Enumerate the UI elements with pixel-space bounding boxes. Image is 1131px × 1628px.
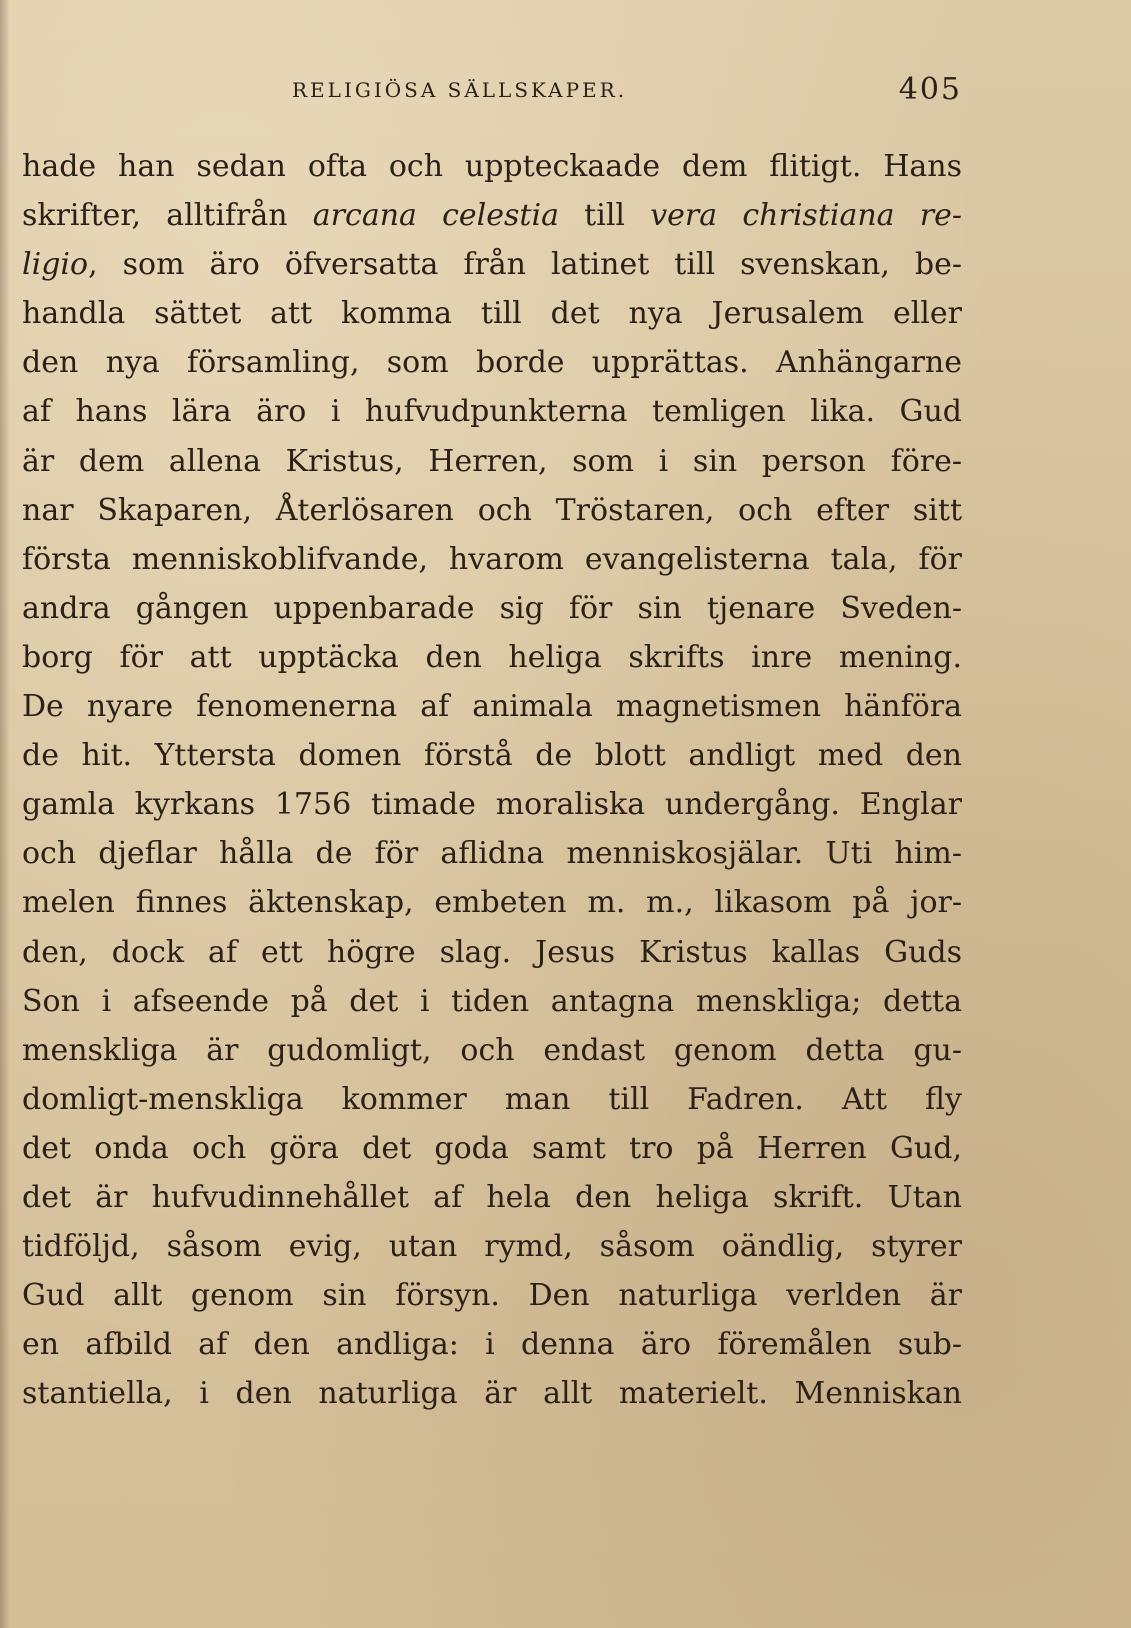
text-line (22, 584, 962, 633)
text-segment: domligt-menskliga kommer man till Fadren. Att fly (22, 1081, 962, 1117)
text-line (22, 633, 962, 682)
text-line (22, 1124, 962, 1173)
running-title: RELIGIÖSA SÄLLSKAPER. (292, 78, 628, 102)
text-line (22, 387, 962, 436)
text-segment: nar Skaparen, Återlösaren och Tröstaren, och efter sitt (22, 492, 962, 528)
text-segment: af hans lära äro i hufvudpunkterna temligen lika. Gud (22, 394, 962, 430)
text-segment: den, dock af ett högre slag. Jesus Kristus kallas Guds (22, 934, 962, 970)
text-segment: det är hufvudinnehållet af hela den heliga skrift. Utan (22, 1179, 962, 1215)
text-segment: första menniskoblifvande, hvarom evangelisterna tala, för (22, 541, 962, 577)
running-header (22, 72, 962, 114)
text-line (22, 928, 962, 977)
text-segment: den nya församling, som borde upprättas. Anhängarne (22, 345, 962, 381)
text-segment: borg för att upptäcka den heliga skrifts inre mening. (22, 639, 962, 675)
text-line (22, 437, 962, 486)
text-segment: Gud allt genom sin försyn. Den naturliga verlden är (22, 1278, 962, 1314)
text-segment: handla sättet att komma till det nya Jerusalem eller (22, 296, 962, 332)
text-line (22, 1026, 962, 1075)
text-segment: en afbild af den andliga: i denna äro föremålen sub- (22, 1327, 962, 1363)
text-segment: melen finnes äktenskap, embeten m. m., likasom på jor- (22, 885, 962, 921)
text-segment: och djeflar hålla de för aflidna menniskosjälar. Uti him- (22, 836, 962, 872)
text-line (22, 240, 962, 289)
text-line (22, 1075, 962, 1124)
text-line (22, 142, 962, 191)
text-segment: menskliga är gudomligt, och endast genom detta gu- (22, 1032, 962, 1068)
page-edge-shadow (0, 0, 10, 1628)
text-line (22, 535, 962, 584)
text-line (22, 486, 962, 535)
text-segment: är dem allena Kristus, Herren, som i sin person före- (22, 443, 962, 479)
text-line (22, 1173, 962, 1222)
text-segment: De nyare fenomenerna af animala magnetismen hänföra (22, 689, 962, 725)
text-segment: hade han sedan ofta och uppteckaade dem flitigt. Hans (22, 149, 962, 184)
text-line (22, 682, 962, 731)
body-text (22, 142, 962, 1418)
text-line (22, 289, 962, 338)
text-segment: skrifter, alltifrån (22, 198, 313, 234)
italic-text: ligio (22, 247, 89, 283)
text-line (22, 878, 962, 927)
text-line (22, 977, 962, 1026)
text-segment: till (558, 198, 651, 234)
text-segment: de hit. Yttersta domen förstå de blott andligt med den (22, 738, 962, 774)
text-line (22, 338, 962, 387)
text-segment: det onda och göra det goda samt tro på Herren Gud, (22, 1130, 962, 1166)
page-number: 405 (898, 72, 962, 107)
text-line (22, 829, 962, 878)
italic-text: arcana celestia (312, 198, 559, 234)
text-line (22, 731, 962, 780)
text-segment: , som äro öfversatta från latinet till svenskan, be- (88, 247, 962, 283)
text-line (22, 1271, 962, 1320)
italic-text: vera christiana re- (650, 198, 963, 234)
text-line (22, 1320, 962, 1369)
text-segment: andra gången uppenbarade sig för sin tjenare Sveden- (22, 590, 962, 626)
text-line (22, 191, 962, 240)
text-line (22, 780, 962, 829)
text-segment: stantiella, i den naturliga är allt materielt. Menniskan (22, 1376, 962, 1412)
text-line (22, 1369, 962, 1418)
text-segment: tidföljd, såsom evig, utan rymd, såsom oändlig, styrer (22, 1229, 962, 1265)
text-segment: Son i afseende på det i tiden antagna menskliga; detta (22, 983, 962, 1019)
text-line (22, 1222, 962, 1271)
text-segment: gamla kyrkans 1756 timade moraliska undergång. Englar (22, 787, 962, 823)
